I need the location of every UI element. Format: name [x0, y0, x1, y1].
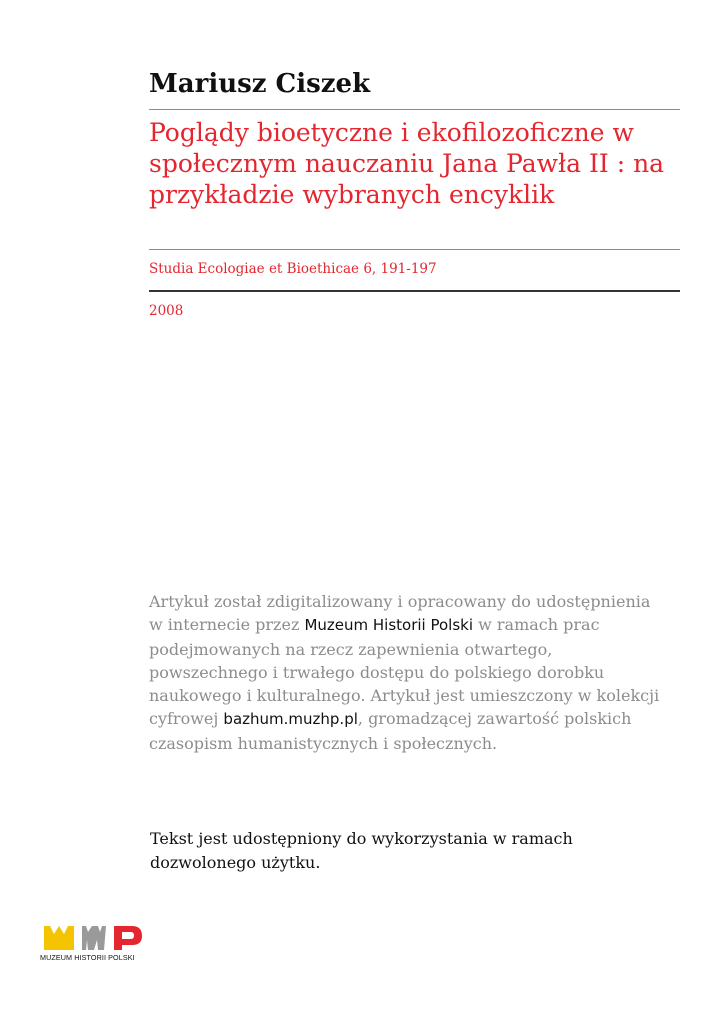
museum-logo-text: MUZEUM HISTORII POLSKI: [40, 953, 135, 962]
notice-text-2: w ramach prac podejmowanych na rzecz zapewnienia otwartego, powszechnego i trwałego dostępu do polskiego dorobku naukowego i kulturalnego. Artykuł jest umieszczony w kolekcji cyfrowej: [149, 615, 660, 729]
digitization-notice: [149, 590, 669, 755]
article-title: Poglądy bioetyczne i ekofilozoficzne w społecznym nauczaniu Jana Pawła II : na przykładzie wybranych encyklik: [149, 118, 665, 209]
notice-text-3: , gromadzącej zawartość polskich czasopism humanistycznych i społecznych.: [149, 709, 632, 753]
divider-journal: [149, 290, 680, 292]
bazhum-link[interactable]: bazhum.muzhp.pl: [223, 710, 358, 729]
license-notice: Tekst jest udostępniony do wykorzystania w ramach dozwolonego użytku.: [150, 829, 573, 872]
notice-text-1: Artykuł został zdigitalizowany i opracowany do udostępnienia w internecie przez: [149, 592, 651, 635]
divider-title: [149, 249, 680, 250]
publication-year: 2008: [149, 303, 184, 319]
logo-gray-h-icon: [82, 926, 106, 950]
journal-citation: Studia Ecologiae et Bioethicae 6, 191-197: [149, 261, 437, 277]
divider-top: [149, 109, 680, 110]
logo-red-p-icon: [114, 926, 142, 950]
author-name: Mariusz Ciszek: [149, 69, 371, 99]
logo-yellow-m-icon: [44, 926, 74, 950]
museum-link[interactable]: Muzeum Historii Polski: [304, 616, 474, 635]
